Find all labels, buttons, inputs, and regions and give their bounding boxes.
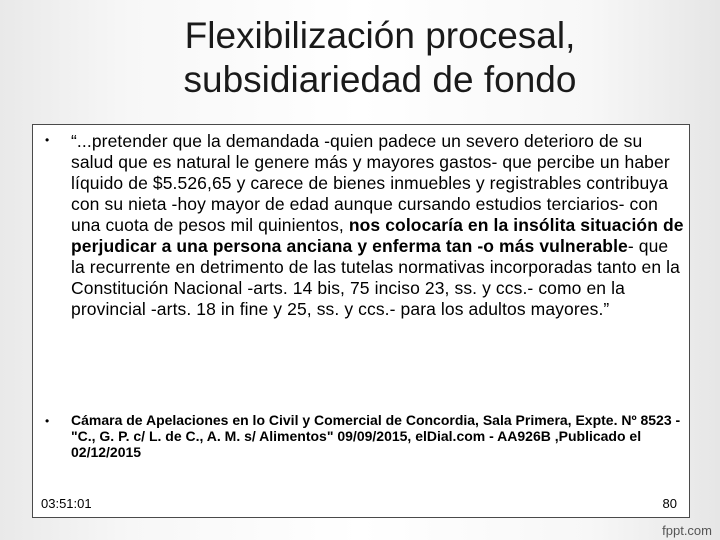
- quote-text-part-1: “...pretender que la demandada -quien padece un severo deterioro de su salud que es natural le genere más y mayores gastos- que percibe un haber líquido de $5.526,65 y carece de bienes inmuebles y registrables contribuya con su nieta -hoy mayor de edad aunque cursando estudios terciarios- con una cuota de pesos mil quinientos,: [71, 131, 670, 235]
- brand-watermark: fppt.com: [662, 523, 712, 538]
- content-box: [32, 124, 690, 518]
- title-line-1: Flexibilización procesal,: [184, 15, 576, 56]
- footer-time: 03:51:01: [41, 496, 92, 511]
- slide-title: [100, 14, 660, 102]
- quote-text: [71, 131, 687, 320]
- quote-text-part-2: - que la recurrente en detrimento de las tutelas normativas incorporadas tanto en la Constitución Nacional -arts. 14 bis, 75 inciso 23, ss. y ccs.- como en la provincial -arts. 18 in fine y 25, ss. y ccs.- para los adultos mayores.”: [71, 236, 680, 319]
- page-number: 80: [662, 496, 677, 511]
- bullet-dot: •: [45, 133, 50, 147]
- title-line-2: subsidiariedad de fondo: [183, 59, 577, 100]
- bullet-dot: •: [45, 414, 50, 428]
- quote-text-bold: nos colocaría en la insólita situación de perjudicar a una persona anciana y enferma tan -o más vulnerable: [71, 215, 684, 256]
- citation-text: Cámara de Apelaciones en lo Civil y Comercial de Concordia, Sala Primera, Expte. Nº 8523 - "C., G. P. c/ L. de C., A. M. s/ Alimentos" 09/09/2015, elDial.com - AA926B ,Publicado el 02/12/2015: [71, 412, 681, 460]
